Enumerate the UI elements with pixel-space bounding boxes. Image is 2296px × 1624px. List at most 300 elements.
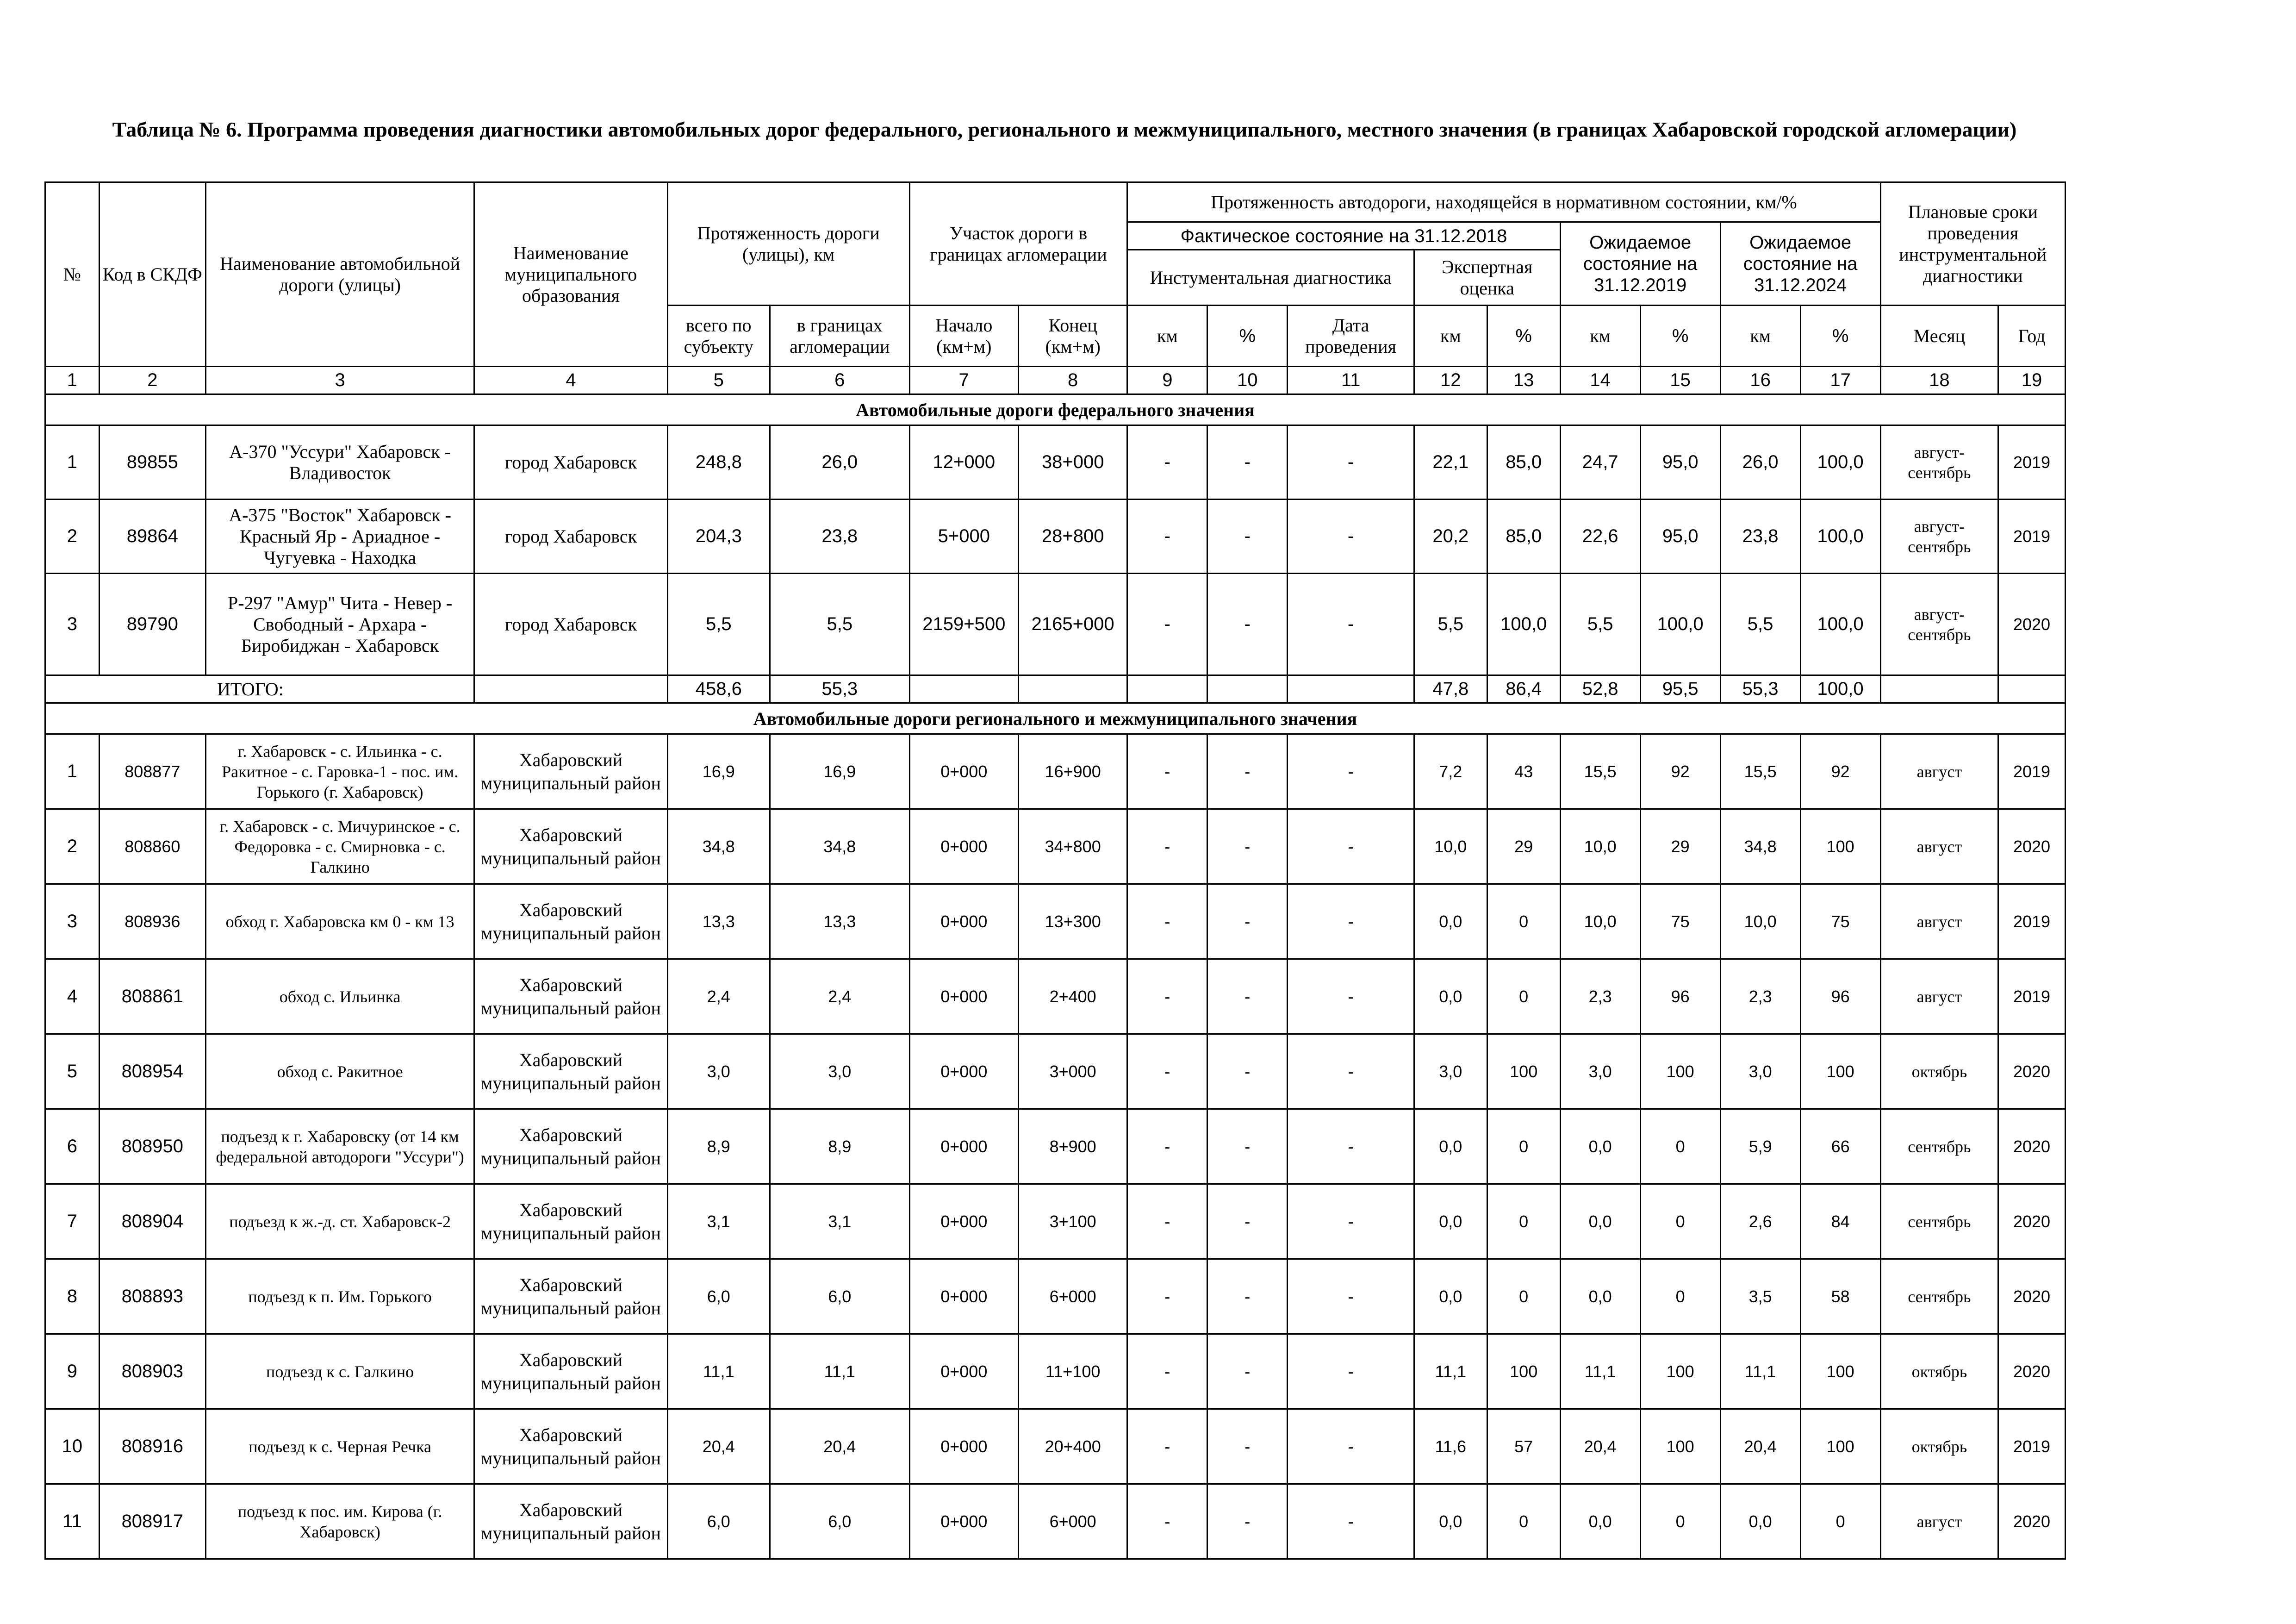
expert-pct: 100,0 [1487,574,1560,675]
total-label: ИТОГО: [45,675,474,703]
expected-2024-pct: 96 [1800,959,1880,1034]
instrumental-km: - [1127,1334,1207,1409]
expected-2019-km: 2,3 [1560,959,1640,1034]
total-length: 458,6 [667,675,770,703]
section-end: 3+000 [1018,1034,1127,1109]
expert-km: 11,1 [1414,1334,1487,1409]
column-number: 8 [1018,367,1127,394]
expected-2024-pct: 100 [1800,1334,1880,1409]
expected-2019-pct: 0 [1640,1259,1720,1334]
planned-year: 2020 [1998,1334,2066,1409]
header-2019-pct: % [1640,306,1720,367]
road-name: А-375 "Восток" Хабаровск - Красный Яр - Ариадное - Чугуевка - Находка [205,500,474,574]
length-total: 8,9 [667,1109,770,1184]
municipality: Хабаровский муниципальный район [474,1034,667,1109]
length-agglomeration: 34,8 [770,809,909,884]
planned-year: 2020 [1998,1109,2066,1184]
length-agglomeration: 11,1 [770,1334,909,1409]
road-name: подъезд к г. Хабаровску (от 14 км федеральной автодороги "Уссури") [205,1109,474,1184]
table-row [45,809,2066,884]
expert-km: 10,0 [1414,809,1487,884]
expert-km: 3,0 [1414,1034,1487,1109]
column-number: 10 [1207,367,1288,394]
planned-month: октябрь [1880,1034,1998,1109]
municipality: Хабаровский муниципальный район [474,1334,667,1409]
instrumental-date: - [1288,959,1414,1034]
expert-pct: 0 [1487,1109,1560,1184]
road-name: подъезд к с. Черная Речка [205,1409,474,1484]
instrumental-date: - [1288,1409,1414,1484]
header-planned: Плановые сроки проведения инструментальной диагностики [1880,182,2065,306]
table-row [45,734,2066,809]
municipality: Хабаровский муниципальный район [474,1484,667,1559]
instrumental-pct: - [1207,1484,1288,1559]
section-end: 3+100 [1018,1184,1127,1259]
header-total-subject: всего по субъекту [667,306,770,367]
row-number: 9 [45,1334,100,1409]
length-agglomeration: 5,5 [770,574,909,675]
expected-2024-km: 5,5 [1720,574,1800,675]
section-start: 12+000 [909,425,1018,500]
planned-month: август [1880,959,1998,1034]
total-expert-pct: 86,4 [1487,675,1560,703]
road-name: подъезд к с. Галкино [205,1334,474,1409]
expected-2019-km: 10,0 [1560,884,1640,959]
instrumental-pct: - [1207,1109,1288,1184]
section-start: 0+000 [909,1109,1018,1184]
header-in-agglomeration: в границах агломерации [770,306,909,367]
header-length: Протяженность дороги (улицы), км [667,182,909,306]
expert-km: 0,0 [1414,1484,1487,1559]
expert-pct: 100 [1487,1334,1560,1409]
municipality: город Хабаровск [474,425,667,500]
instrumental-pct: - [1207,574,1288,675]
road-name: А-370 "Уссури" Хабаровск - Владивосток [205,425,474,500]
column-numbers-row [45,367,2066,394]
instrumental-pct: - [1207,884,1288,959]
expert-km: 7,2 [1414,734,1487,809]
table-row [45,1334,2066,1409]
length-total: 204,3 [667,500,770,574]
planned-year: 2019 [1998,425,2066,500]
municipality: Хабаровский муниципальный район [474,1184,667,1259]
expected-2024-km: 23,8 [1720,500,1800,574]
header-normative: Протяженность автодороги, находящейся в нормативном состоянии, км/% [1127,182,1880,222]
section-start: 0+000 [909,884,1018,959]
instrumental-date: - [1288,734,1414,809]
section-title: Автомобильные дороги федерального значения [45,394,2066,425]
expected-2019-pct: 75 [1640,884,1720,959]
section-end: 38+000 [1018,425,1127,500]
road-name: г. Хабаровск - с. Мичуринское - с. Федоровка - с. Смирновка - с. Галкино [205,809,474,884]
expected-2024-pct: 58 [1800,1259,1880,1334]
row-number: 8 [45,1259,100,1334]
expected-2019-km: 24,7 [1560,425,1640,500]
instrumental-pct: - [1207,1259,1288,1334]
expected-2024-km: 10,0 [1720,884,1800,959]
instrumental-km: - [1127,809,1207,884]
planned-year: 2020 [1998,1184,2066,1259]
section-end: 2+400 [1018,959,1127,1034]
expected-2024-km: 2,6 [1720,1184,1800,1259]
row-number: 6 [45,1109,100,1184]
table-row [45,1109,2066,1184]
length-total: 5,5 [667,574,770,675]
section-end: 2165+000 [1018,574,1127,675]
column-number: 13 [1487,367,1560,394]
planned-year: 2019 [1998,884,2066,959]
expert-km: 0,0 [1414,1259,1487,1334]
header-2019-km: км [1560,306,1640,367]
expected-2019-km: 20,4 [1560,1409,1640,1484]
planned-month: август [1880,809,1998,884]
instrumental-pct: - [1207,1184,1288,1259]
expert-pct: 57 [1487,1409,1560,1484]
length-total: 248,8 [667,425,770,500]
column-number: 2 [99,367,205,394]
planned-year: 2020 [1998,1484,2066,1559]
instrumental-pct: - [1207,425,1288,500]
total-empty [1018,675,1127,703]
expected-2019-pct: 92 [1640,734,1720,809]
length-total: 2,4 [667,959,770,1034]
expected-2019-pct: 0 [1640,1484,1720,1559]
length-total: 16,9 [667,734,770,809]
road-code: 808877 [99,734,205,809]
road-name: обход г. Хабаровска км 0 - км 13 [205,884,474,959]
expected-2019-pct: 100,0 [1640,574,1720,675]
expected-2019-km: 22,6 [1560,500,1640,574]
expected-2019-pct: 96 [1640,959,1720,1034]
expert-km: 11,6 [1414,1409,1487,1484]
road-code: 808954 [99,1034,205,1109]
header-2024-pct: % [1800,306,1880,367]
expected-2024-pct: 92 [1800,734,1880,809]
municipality: Хабаровский муниципальный район [474,809,667,884]
instrumental-km: - [1127,1184,1207,1259]
instrumental-pct: - [1207,1409,1288,1484]
header-expert-km: км [1414,306,1487,367]
section-start: 0+000 [909,1184,1018,1259]
expected-2019-pct: 0 [1640,1109,1720,1184]
road-name: подъезд к пос. им. Кирова (г. Хабаровск) [205,1484,474,1559]
total-row [45,675,2066,703]
municipality: город Хабаровск [474,574,667,675]
row-number: 2 [45,809,100,884]
road-name: обход с. Ильинка [205,959,474,1034]
instrumental-pct: - [1207,1334,1288,1409]
length-agglomeration: 6,0 [770,1484,909,1559]
header-2024-km: км [1720,306,1800,367]
expected-2019-pct: 0 [1640,1184,1720,1259]
expected-2019-km: 0,0 [1560,1109,1640,1184]
row-number: 3 [45,574,100,675]
section-start: 0+000 [909,734,1018,809]
road-code: 808917 [99,1484,205,1559]
expected-2024-km: 11,1 [1720,1334,1800,1409]
instrumental-pct: - [1207,809,1288,884]
row-number: 5 [45,1034,100,1109]
municipality: Хабаровский муниципальный район [474,734,667,809]
expected-2024-pct: 75 [1800,884,1880,959]
expert-pct: 0 [1487,884,1560,959]
planned-year: 2019 [1998,959,2066,1034]
header-section: Участок дороги в границах агломерации [909,182,1127,306]
expected-2024-pct: 100 [1800,809,1880,884]
header-start: Начало (км+м) [909,306,1018,367]
expected-2024-pct: 100 [1800,1409,1880,1484]
table-row [45,574,2066,675]
length-agglomeration: 3,0 [770,1034,909,1109]
expected-2019-pct: 100 [1640,1334,1720,1409]
planned-year: 2019 [1998,1409,2066,1484]
total-empty [1880,675,1998,703]
length-total: 3,1 [667,1184,770,1259]
expected-2019-km: 15,5 [1560,734,1640,809]
column-number: 14 [1560,367,1640,394]
expected-2024-pct: 100,0 [1800,425,1880,500]
municipality: Хабаровский муниципальный район [474,884,667,959]
expected-2024-km: 3,5 [1720,1259,1800,1334]
total-empty [909,675,1018,703]
instrumental-km: - [1127,1484,1207,1559]
instrumental-pct: - [1207,734,1288,809]
expected-2019-km: 11,1 [1560,1334,1640,1409]
municipality: город Хабаровск [474,500,667,574]
section-title: Автомобильные дороги регионального и межмуниципального значения [45,703,2066,734]
planned-month: октябрь [1880,1334,1998,1409]
planned-month: август [1880,884,1998,959]
header-road-name: Наименование автомобильной дороги (улицы) [205,182,474,367]
expected-2019-pct: 95,0 [1640,425,1720,500]
expected-2024-pct: 100,0 [1800,574,1880,675]
expert-km: 0,0 [1414,1109,1487,1184]
section-start: 0+000 [909,1409,1018,1484]
length-agglomeration: 13,3 [770,884,909,959]
row-number: 10 [45,1409,100,1484]
header-month: Месяц [1880,306,1998,367]
table-header [45,182,2066,394]
expected-2024-km: 20,4 [1720,1409,1800,1484]
instrumental-km: - [1127,1109,1207,1184]
instrumental-pct: - [1207,959,1288,1034]
expected-2019-pct: 95,0 [1640,500,1720,574]
column-number: 17 [1800,367,1880,394]
expected-2024-pct: 0 [1800,1484,1880,1559]
planned-year: 2020 [1998,809,2066,884]
row-number: 3 [45,884,100,959]
road-code: 89864 [99,500,205,574]
length-total: 6,0 [667,1259,770,1334]
expected-2019-pct: 29 [1640,809,1720,884]
expert-km: 0,0 [1414,884,1487,959]
section-end: 11+100 [1018,1334,1127,1409]
planned-month: сентябрь [1880,1184,1998,1259]
instrumental-km: - [1127,884,1207,959]
instrumental-km: - [1127,959,1207,1034]
instrumental-date: - [1288,809,1414,884]
section-end: 20+400 [1018,1409,1127,1484]
instrumental-date: - [1288,1334,1414,1409]
header-instr-pct: % [1207,306,1288,367]
table-row [45,1034,2066,1109]
planned-year: 2020 [1998,1034,2066,1109]
section-end: 28+800 [1018,500,1127,574]
total-empty [474,675,667,703]
expert-pct: 0 [1487,1259,1560,1334]
column-number: 9 [1127,367,1207,394]
length-agglomeration: 3,1 [770,1184,909,1259]
section-start: 0+000 [909,1484,1018,1559]
road-name: обход с. Ракитное [205,1034,474,1109]
total-empty [1998,675,2066,703]
road-code: 808861 [99,959,205,1034]
expected-2019-km: 3,0 [1560,1034,1640,1109]
instrumental-km: - [1127,500,1207,574]
instrumental-date: - [1288,1259,1414,1334]
header-expected-2024: Ожидаемое состояние на 31.12.2024 [1720,222,1880,306]
total-agglomeration: 55,3 [770,675,909,703]
expected-2024-km: 0,0 [1720,1484,1800,1559]
instrumental-date: - [1288,1034,1414,1109]
instrumental-date: - [1288,1109,1414,1184]
header-expected-2019: Ожидаемое состояние на 31.12.2019 [1560,222,1720,306]
instrumental-date: - [1288,884,1414,959]
planned-month: август-сентябрь [1880,425,1998,500]
expert-pct: 85,0 [1487,500,1560,574]
municipality: Хабаровский муниципальный район [474,1409,667,1484]
column-number: 3 [205,367,474,394]
column-number: 12 [1414,367,1487,394]
instrumental-km: - [1127,574,1207,675]
expected-2024-pct: 84 [1800,1184,1880,1259]
row-number: 1 [45,734,100,809]
section-end: 34+800 [1018,809,1127,884]
length-total: 20,4 [667,1409,770,1484]
expected-2019-km: 0,0 [1560,1184,1640,1259]
section-header-federal [45,394,2066,425]
road-code: 808904 [99,1184,205,1259]
instrumental-km: - [1127,425,1207,500]
instrumental-date: - [1288,1184,1414,1259]
length-total: 34,8 [667,809,770,884]
expected-2019-km: 10,0 [1560,809,1640,884]
instrumental-pct: - [1207,1034,1288,1109]
municipality: Хабаровский муниципальный район [474,1109,667,1184]
section-end: 13+300 [1018,884,1127,959]
total-empty [1288,675,1414,703]
section-start: 0+000 [909,1259,1018,1334]
planned-year: 2020 [1998,1259,2066,1334]
planned-year: 2019 [1998,500,2066,574]
column-number: 16 [1720,367,1800,394]
table-row [45,425,2066,500]
road-code: 808860 [99,809,205,884]
header-year: Год [1998,306,2066,367]
planned-year: 2020 [1998,574,2066,675]
expected-2019-pct: 100 [1640,1409,1720,1484]
road-code: 808936 [99,884,205,959]
row-number: 11 [45,1484,100,1559]
expert-pct: 85,0 [1487,425,1560,500]
header-end: Конец (км+м) [1018,306,1127,367]
expected-2024-pct: 100,0 [1800,500,1880,574]
instrumental-km: - [1127,1034,1207,1109]
total-expert-km: 47,8 [1414,675,1487,703]
expert-km: 20,2 [1414,500,1487,574]
planned-month: август [1880,734,1998,809]
road-name: подъезд к п. Им. Горького [205,1259,474,1334]
instrumental-km: - [1127,1409,1207,1484]
section-start: 0+000 [909,959,1018,1034]
column-number: 18 [1880,367,1998,394]
instrumental-date: - [1288,500,1414,574]
header-instrumental: Инстументальная диагностика [1127,250,1414,306]
section-start: 2159+500 [909,574,1018,675]
expert-pct: 43 [1487,734,1560,809]
municipality: Хабаровский муниципальный район [474,959,667,1034]
column-number: 7 [909,367,1018,394]
total-empty [1207,675,1288,703]
column-number: 1 [45,367,100,394]
expert-km: 22,1 [1414,425,1487,500]
expert-pct: 0 [1487,959,1560,1034]
length-agglomeration: 20,4 [770,1409,909,1484]
section-start: 5+000 [909,500,1018,574]
expected-2019-km: 5,5 [1560,574,1640,675]
length-agglomeration: 6,0 [770,1259,909,1334]
expert-pct: 0 [1487,1484,1560,1559]
row-number: 7 [45,1184,100,1259]
road-code: 808903 [99,1334,205,1409]
road-name: подъезд к ж.-д. ст. Хабаровск-2 [205,1184,474,1259]
header-actual: Фактическое состояние на 31.12.2018 [1127,222,1560,250]
row-number: 2 [45,500,100,574]
total-2024-km: 55,3 [1720,675,1800,703]
expected-2024-pct: 66 [1800,1109,1880,1184]
column-number: 15 [1640,367,1720,394]
expert-km: 5,5 [1414,574,1487,675]
header-municipality: Наименование муниципального образования [474,182,667,367]
table-row [45,884,2066,959]
length-agglomeration: 23,8 [770,500,909,574]
section-end: 8+900 [1018,1109,1127,1184]
length-agglomeration: 8,9 [770,1109,909,1184]
header-date: Дата проведения [1288,306,1414,367]
road-code: 89855 [99,425,205,500]
expected-2024-km: 5,9 [1720,1109,1800,1184]
road-code: 808893 [99,1259,205,1334]
total-2019-km: 52,8 [1560,675,1640,703]
road-code: 89790 [99,574,205,675]
section-end: 6+000 [1018,1484,1127,1559]
road-name: Р-297 "Амур" Чита - Невер - Свободный - Архара - Биробиджан - Хабаровск [205,574,474,675]
expected-2024-km: 26,0 [1720,425,1800,500]
planned-month: август [1880,1484,1998,1559]
section-header-regional [45,703,2066,734]
expert-km: 0,0 [1414,1184,1487,1259]
expected-2024-km: 15,5 [1720,734,1800,809]
column-number: 4 [474,367,667,394]
table-row [45,1484,2066,1559]
header-code: Код в СКДФ [99,182,205,367]
expected-2019-km: 0,0 [1560,1484,1640,1559]
expected-2024-km: 2,3 [1720,959,1800,1034]
total-empty [1127,675,1207,703]
road-code: 808950 [99,1109,205,1184]
row-number: 1 [45,425,100,500]
row-number: 4 [45,959,100,1034]
